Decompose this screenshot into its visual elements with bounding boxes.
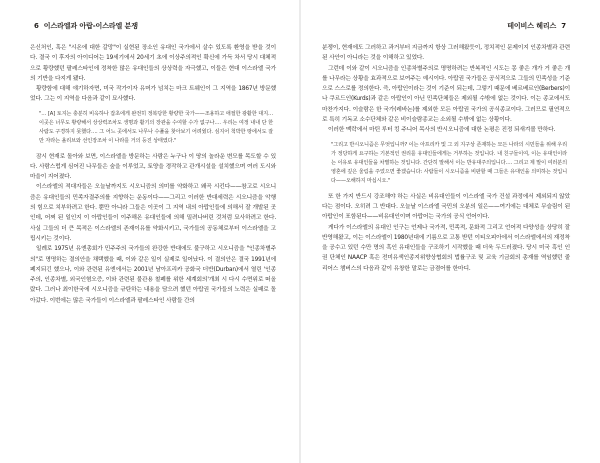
paragraph: 일례로 1975년 유엔총회가 민주주의 국가들의 완강한 반대에도 불구하고 시오니즘을 "인종차별주의"로 명명하는 결의안을 채택했을 때, 이와 같은 일이 실제로 일어났다. 이 결의안은 결국 1991년에 폐지되긴 했으나, 이와 관련된 유엔에서는 2001년 남아프리카 공화국 더반(Durban)에서 열린 '인종주의, 인종차별, 외국인혐오증, 이와 관련된 불관용 철폐를 위한 세계회의'개최 시 다시 수면위로 떠올랐다. 그러나 최이한국에 시오니즘을 규탄하는 내용을 담으려 했던 아랍권 국가들의 노력은 실패로 돌아갔다. 이번에는 많은 국가들이 이스라엘과 팔레스타인 사람들 간의 [30,246,276,304]
paragraph: 그런데 이와 같이 시오니즘을 인종차별주의로 명명하려는 반복적인 시도는 몽 좋은 개가 거 좋은 개를 나무라는 상황을 효과적으로 보여주는 예시이다. 아랍권 국가들은 공식적으로 그들의 민족성을 기준으로 스스로를 정의한다. 즉, 아랍인이라는 것이 기준이 되는데, 그렇기 때문에 베르베르인(Berbers)이나 쿠르드인(Kurds)과 같은 아랍인이 아닌 민족단체들은 제외될 수밖에 없는 것이다. 이는 종교에서도 마찬가지다. 이슬람은 한 국가(레바논)를 제외한 모든 아랍권 국가의 공식종교이다. 그러므로 필연적으로 특히 기독교 소수단체와 같은 비이슬람종교는 소외될 수밖에 없는 상황이다. [322,65,570,124]
right-page [300,0,600,463]
paragraph: 잠시 현재로 돌아와 보면, 이스라엘을 방문하는 사람은 누구나 이 땅의 놀라운 변모를 목도할 수 있다. 사람스럽게 심어진 나무들은 숲을 이루었고, 토양을 경작하고 관개시설을 설치했으며 여러 도시와 마을이 지어졌다. [30,153,276,181]
paragraph: 은신처인, 혹은 "시온에 대한 갈망"이 실현된 장소인 유대인 국가에서 살수 있도록 환영을 받을 것이다. 결국 이 후자의 아이디어는 19세기에서 20세기 초에 이상주의적인 확신에 가득 차서 당시 대체적으로 황량했던 팔레스타인에 정착한 많은 유대인들의 상상력을 자극했고, 이들은 현대 이스라엘 국가의 기반을 다지게 됐다. [30,45,276,82]
right-running-head: 테이비스 헤리스 [507,22,557,30]
paragraph: 게다가 이스라엘의 유대인 인구는 언제나 국가적, 민족적, 문화적 그리고 언어적 다양성을 상당히 잘 반영해왔고, 이는 이스라엘이 1980년대에 기름으로 고통 받던 이티오피아에서 이스라엘에서의 재정착을 공수고 있던 수만 명의 흑인 유대인들을 구조하기 시작했을 때 더욱 두드러졌다. 당시 미국 흑인 인권 단체인 NAACP 혹은 전미유색인종지위향상협회의 법률구조 및 교육 기금회의 총재를 역임했던 줄리어스 챔버스의 다음과 같이 유창한 말로는 금겸어를 한마디. [322,224,570,272]
paragraph: 분쟁이, 현재에도 그러하고 과거부터 지금까지 항상 그러해왔듯이, 정치적인 문제이지 인종차별과 관련된 사안이 아니라는 것을 이해하고 있었다. [322,45,570,62]
left-page-number: 6 [34,22,39,30]
paragraph: 이러한 맥락에서 마틴 루터 킹 주니어 목사의 반시오니즘에 대한 논평은 진정 되새겨볼 만하다. [328,127,556,134]
paragraph: 또 한 가지 반드시 강조해야 하는 사실은 비유대인들이 이스라엘 국가 건설 과정에서 제외되지 않았다는 점이다. 오히려 그 반대다. 오늘날 이스라엘 국민의 오분의 일은——여기에는 대체로 무슬림이 된 아랍인이 포함된다——비유대인이며 아랍어는 국가의 공식 언어이다. [322,193,570,221]
paragraph: 황량함에 대해 얘기하자면, 미국 작가이자 유머가 넘치는 마크 트웨인이 그 지역을 1867년 방문했었다. 그는 이 지역을 다음과 같이 묘사했다. [30,86,276,103]
left-running-head: 이스라엘과 아랍-이스라엘 분쟁 [43,22,138,30]
right-page-body [322,43,570,274]
block-quote: "그리고 반시오니즘은 무엇입니까? 이는 아프리카 및 그 외 지구상 존재하는 모든 나라의 시민들을 위해 우리가 정당하게 요구하는 기본적인 권리를 유대인들에게는 거부하는 것입니다. 내 친구들이여, 이는 유대인이라는 이유로 유대인들을 차별하는 것입니다. 간단히 말해서 이는 반유대주의입니다…. 그리고 제 말이 여러분의 영혼에 깊은 울림을 주었으면 좋겠습니다: 사람들이 시오니즘을 비판할 때 그들은 유대인을 의미하는 것입니다——오해하지 마십시오." [331,141,567,185]
right-page-header [507,22,571,31]
paragraph: 이스라엘의 적대자들은 오늘날까지도 시오니즘의 의미를 약화하고 왜곡 시킨다——참고로 시오니즘은 유대인들의 민족자결주의를 지향하는 운동이다——그리고 이러한 반대세력은 시오니즘을 악행의 힘으로 치부하려고 한다. 뿐만 아니라 그들은 이곳이 그 지역 내의 아랍인들에 의해서 잘 개발된 곳인데, 어쩌 된 일인지 이 아랍인들이 이주해온 유대인들에 의해 밀려나버린 것처럼 묘사하려고 한다. 사실 그들의 더 큰 목적은 이스라엘의 존재이유를 약화시키고, 국가들의 공동체로부터 이스라엘을 고립시키는 것이다. [30,184,276,242]
left-page-body [30,43,276,306]
block-quote: "… [A] 토지는 충분히 비옥하나 잡초에게 완전히 정복당한 황량한 국가——조용하고 애절한 광활한 대지… 이곳은 너무도 황량해서 상상력조차도 생명과 활기의 장관을 수여할 수가 없구나…. 우리는 여정 내내 단 한 사람도 구경하지 못했다…. 그 어느 곳에서도 나무나 수풀을 찾아보기 어려웠다. 심지어 척박한 땅에서도 잘만 자라는 올리브와 선인장조차 이 나라를 거의 등진 상태였다." [39,110,273,145]
right-page-number: 7 [561,22,566,30]
left-page-header [29,22,138,31]
